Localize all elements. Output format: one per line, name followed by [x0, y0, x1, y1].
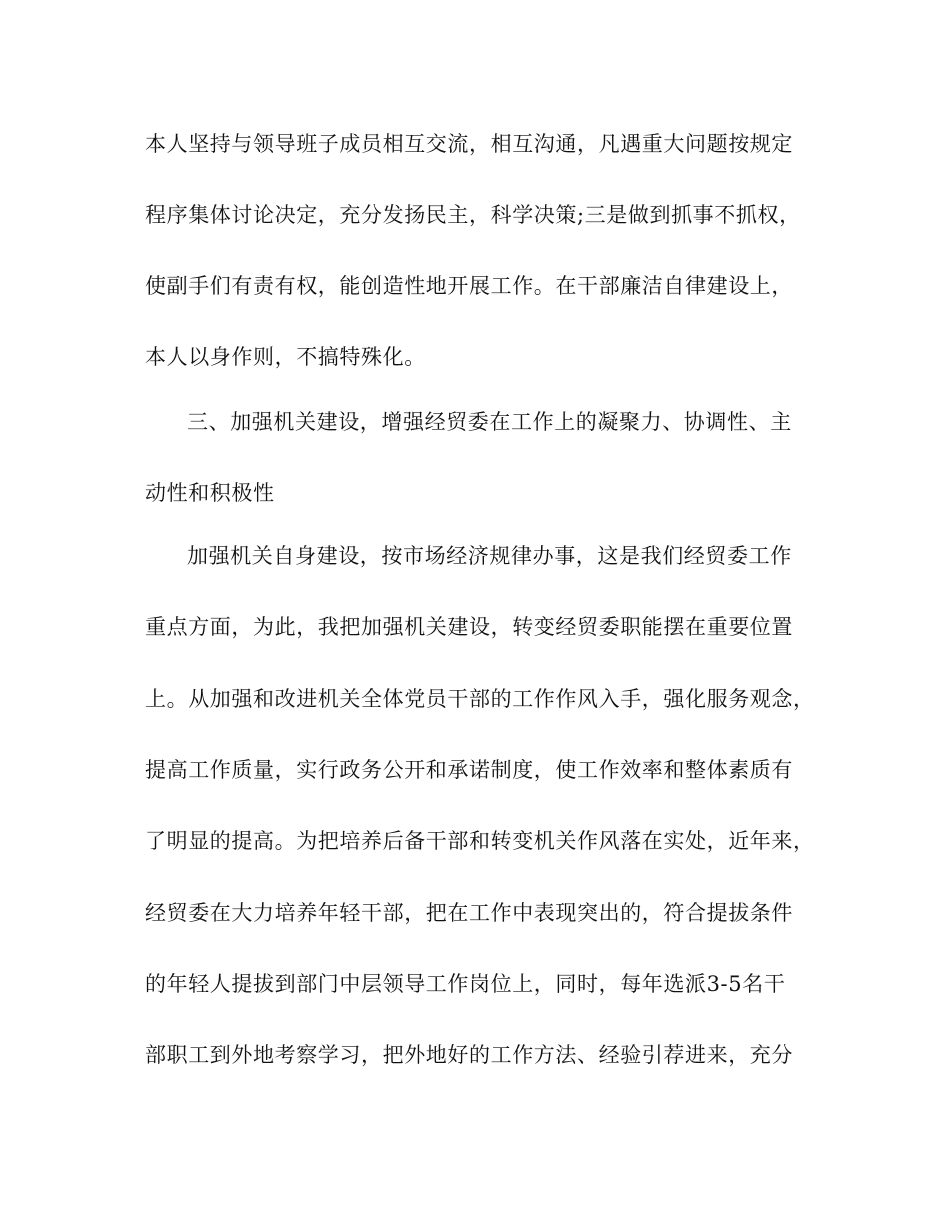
- section-heading-continuation: 动性和积极性: [145, 481, 275, 505]
- section-heading: 三、加强机关建设，增强经贸委在工作上的凝聚力、协调性、主: [187, 410, 792, 434]
- paragraph-first-line: 加强机关自身建设，按市场经济规律办事，这是我们经贸委工作: [187, 544, 792, 568]
- text-line: 提高工作质量，实行政务公开和承诺制度，使工作效率和整体素质有: [145, 758, 793, 782]
- text-line: 程序集体讨论决定，充分发扬民主，科学决策;三是做到抓事不抓权，: [145, 203, 801, 227]
- text-line: 了明显的提高。为把培养后备干部和转变机关作风落在实处，近年来，: [145, 829, 815, 853]
- text-line: 本人坚持与领导班子成员相互交流，相互沟通，凡遇重大问题按规定: [145, 132, 793, 156]
- text-line: 经贸委在大力培养年轻干部，把在工作中表现突出的，符合提拔条件: [145, 901, 793, 925]
- text-line: 部职工到外地考察学习，把外地好的工作方法、经验引荐进来，充分: [145, 1043, 793, 1067]
- text-line: 本人以身作则，不搞特殊化。: [145, 345, 426, 369]
- text-line: 的年轻人提拔到部门中层领导工作岗位上，同时，每年选派3-5名干: [145, 972, 786, 996]
- text-line: 上。从加强和改进机关全体党员干部的工作作风入手，强化服务观念，: [145, 687, 815, 711]
- text-line: 使副手们有责有权，能创造性地开展工作。在干部廉洁自律建设上，: [145, 274, 793, 298]
- text-line: 重点方面，为此，我把加强机关建设，转变经贸委职能摆在重要位置: [145, 615, 793, 639]
